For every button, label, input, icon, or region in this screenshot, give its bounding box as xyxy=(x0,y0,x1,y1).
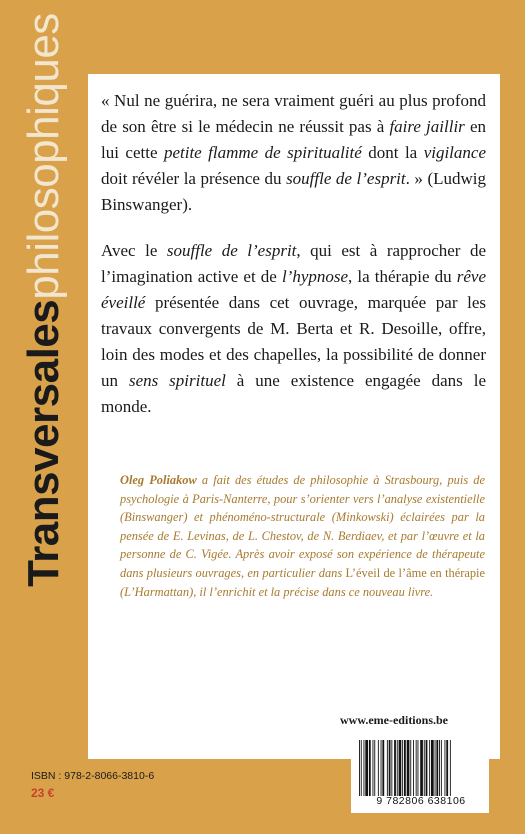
barcode-bar xyxy=(418,740,419,796)
barcode-bar xyxy=(413,740,414,796)
barcode-bar xyxy=(426,740,428,796)
barcode-number: 9 782806 638106 xyxy=(376,795,466,807)
barcode-bar xyxy=(436,740,438,796)
barcode-bar xyxy=(378,740,379,796)
collection-title-part1: Transversales xyxy=(19,299,68,587)
barcode-bar xyxy=(373,740,374,796)
quote-emphasis: petite flamme de spiritualité xyxy=(163,143,362,162)
author-bio xyxy=(120,471,485,601)
description-text: à une existence engagée dans le monde. xyxy=(101,371,487,416)
barcode-bar xyxy=(429,740,430,796)
quote-emphasis: faire jaillir xyxy=(389,117,465,136)
barcode-bar xyxy=(382,740,384,796)
barcode-bar xyxy=(394,740,396,796)
description-text: , la thérapie du xyxy=(348,267,457,286)
barcode-bars xyxy=(359,740,481,796)
isbn-label: ISBN : 978-2-8066-3810-6 xyxy=(31,770,155,782)
quote-emphasis: souffle de l’esprit xyxy=(286,169,406,188)
barcode-bar xyxy=(389,740,391,796)
quote-text: « Nul ne guérira, ne sera vraiment guéri au plus profond de son être si le médecin ne réussit pas à xyxy=(101,91,486,136)
barcode-bar xyxy=(399,740,402,796)
barcode-bar xyxy=(431,740,434,796)
quote-emphasis: vigilance xyxy=(423,143,486,162)
description-text: Avec le xyxy=(101,241,167,260)
book-reference: L’éveil de l’âme en thérapie xyxy=(345,565,485,580)
quote-text: en lui cette xyxy=(101,117,486,162)
book-description xyxy=(101,238,486,420)
barcode-bar xyxy=(369,740,371,796)
collection-title-part2: philosophiques xyxy=(19,13,68,300)
publisher-url: www.eme-editions.be xyxy=(340,713,448,727)
quote-text: doit révéler la présence du xyxy=(101,169,287,188)
barcode-bar xyxy=(391,740,392,796)
description-emphasis: rêve éveillé xyxy=(101,267,486,312)
barcode-bar xyxy=(410,740,411,796)
price: 23 € xyxy=(31,786,55,800)
barcode-bar xyxy=(424,740,425,796)
barcode-bar xyxy=(416,740,417,796)
description-emphasis: souffle de l’esprit xyxy=(166,241,297,260)
barcode-bar xyxy=(364,740,365,796)
barcode-bar xyxy=(365,740,368,796)
description-emphasis: l’hypnose xyxy=(281,267,349,286)
spine-collection-title xyxy=(0,0,88,834)
bio-text: a fait des études de philosophie à Strasbourg, puis de psychologie à Paris-Nanterre, pour s’orienter vers l’analyse existentielle (Binswanger) et phénoméno-structurale (Minkowski) éclairées par la pensée de E. Levinas, de L. Chestov, de N. Berdiaev, et par l’œuvre et la personne de C. Vigée. Après avoir exposé son expérience de thérapeute dans plusieurs ouvrages, en particulier dans xyxy=(120,473,485,580)
description-emphasis: sens spirituel xyxy=(128,371,226,390)
quote-text: dont la xyxy=(361,143,424,162)
barcode-bar xyxy=(404,740,406,796)
isbn-barcode xyxy=(351,735,489,813)
barcode-bar xyxy=(439,740,440,796)
barcode-bar xyxy=(374,740,375,796)
barcode-bar xyxy=(359,740,360,796)
barcode-bar xyxy=(402,740,403,796)
bio-text: (L’Harmattan), il l’enrichit et la précise dans ce nouveau livre. xyxy=(120,584,434,599)
quote-text: . » (Ludwig Binswanger). xyxy=(101,169,487,214)
barcode-bar xyxy=(387,740,388,796)
description-text: , qui est à rapprocher de l’imagination active et de xyxy=(101,241,486,286)
barcode-bar xyxy=(450,740,451,796)
collection-title xyxy=(19,13,68,587)
barcode-bar xyxy=(397,740,398,796)
barcode-bar xyxy=(420,740,423,796)
epigraph-quote xyxy=(101,88,486,218)
barcode-bar xyxy=(445,740,446,796)
barcode-bar xyxy=(361,740,362,796)
barcode-bar xyxy=(407,740,410,796)
barcode-bar xyxy=(446,740,448,796)
barcode-bar xyxy=(381,740,382,796)
barcode-bar xyxy=(435,740,436,796)
barcode-bar xyxy=(441,740,442,796)
description-text: présentée dans cet ouvrage, marquée par les travaux convergents de M. Berta et R. Desoille, offre, loin des modes et des chapelles, la possibilité de donner un xyxy=(101,293,486,390)
author-name: Oleg Poliakow xyxy=(120,473,197,487)
